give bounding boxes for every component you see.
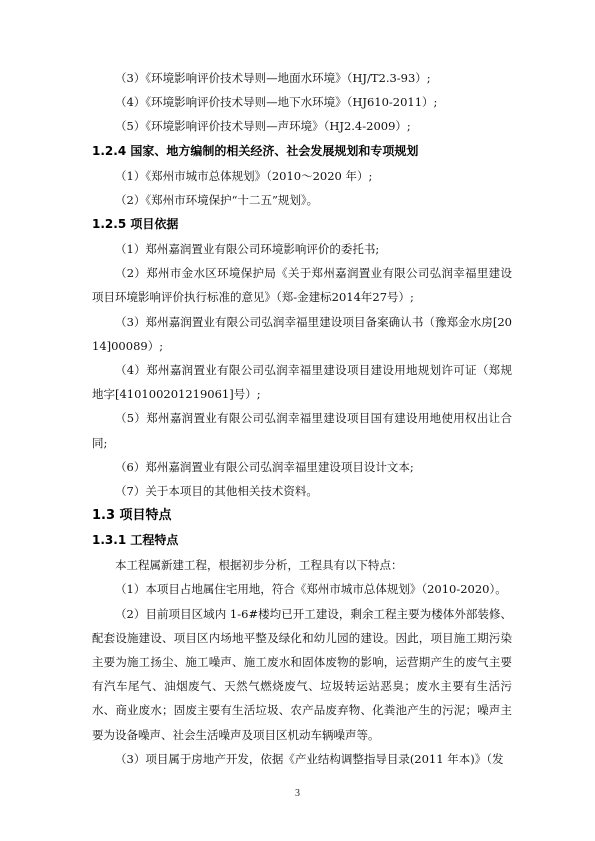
feature-item-3: （3）项目属于房地产开发，依据《产业结构调整指导目录(2011 年本)》（发 [115,751,504,766]
basis-item-2: （2）郑州市金水区环境保护局《关于郑州嘉润置业有限公司弘润幸福里建设项目环境影响评价执行标准的意见》（郑-金建标2014年27号）; [92,266,512,305]
section-heading-1-2-4: 1.2.4 国家、地方编制的相关经济、社会发展规划和专项规划 [92,143,419,158]
guideline-item-5: （5）《环境影响评价技术导则—声环境》（HJ2.4-2009）; [115,119,411,134]
plan-item-1: （1）《郑州市城市总体规划》（2010～2020 年）; [115,168,373,183]
feature-item-1: （1）本项目占地属住宅用地，符合《郑州市城市总体规划》（2010-2020）。 [115,582,507,597]
basis-item-6: （6）郑州嘉润置业有限公司弘润幸福里建设项目设计文本; [115,459,414,474]
plan-item-2: （2）《郑州市环境保护“十二五”规划》。 [115,192,319,207]
page-body [92,66,512,771]
basis-item-4: （4）郑州嘉润置业有限公司弘润幸福里建设项目建设用地规划许可证（郑规地字[410100201219061]号）; [92,363,512,402]
section-heading-1-2-5: 1.2.5 项目依据 [92,217,179,232]
basis-item-5: （5）郑州嘉润置业有限公司弘润幸福里建设项目国有建设用地使用权出让合同; [92,411,512,450]
feature-item-2: （2）目前项目区域内 1-6#楼均已开工建设，剩余工程主要为楼体外部装修、配套设施建设、项目区内场地平整及绿化和幼儿园的建设。因此，项目施工期污染主要为施工扬尘、施工噪声、施工废水和固体废物的影响，运营期产生的废气主要有汽车尾气、油烟废气、天然气燃烧废气、垃圾转运站恶臭；废水主要有生活污水、商业废水；固废主要有生活垃圾、农产品废弃物、化粪池产生的污泥；噪声主要为设备噪声、社会生活噪声及项目区机动车辆噪声等。 [92,606,512,742]
basis-item-1: （1）郑州嘉润置业有限公司环境影响评价的委托书; [115,242,380,257]
guideline-item-4: （4）《环境影响评价技术导则—地下水环境》（HJ610-2011）; [115,95,438,110]
basis-item-3: （3）郑州嘉润置业有限公司弘润幸福里建设项目备案确认书（豫郑金水房[2014]00089）; [92,314,512,353]
section-heading-1-3: 1.3 项目特点 [92,508,172,524]
section-heading-1-3-1: 1.3.1 工程特点 [92,533,179,548]
guideline-item-3: （3）《环境影响评价技术导则—地面水环境》（HJ/T2.3-93）; [115,71,431,85]
basis-item-7: （7）关于本项目的其他相关技术资料。 [115,484,318,499]
page-number: 3 [295,788,300,799]
features-intro: 本工程属新建工程，根据初步分析，工程具有以下特点： [115,558,403,573]
